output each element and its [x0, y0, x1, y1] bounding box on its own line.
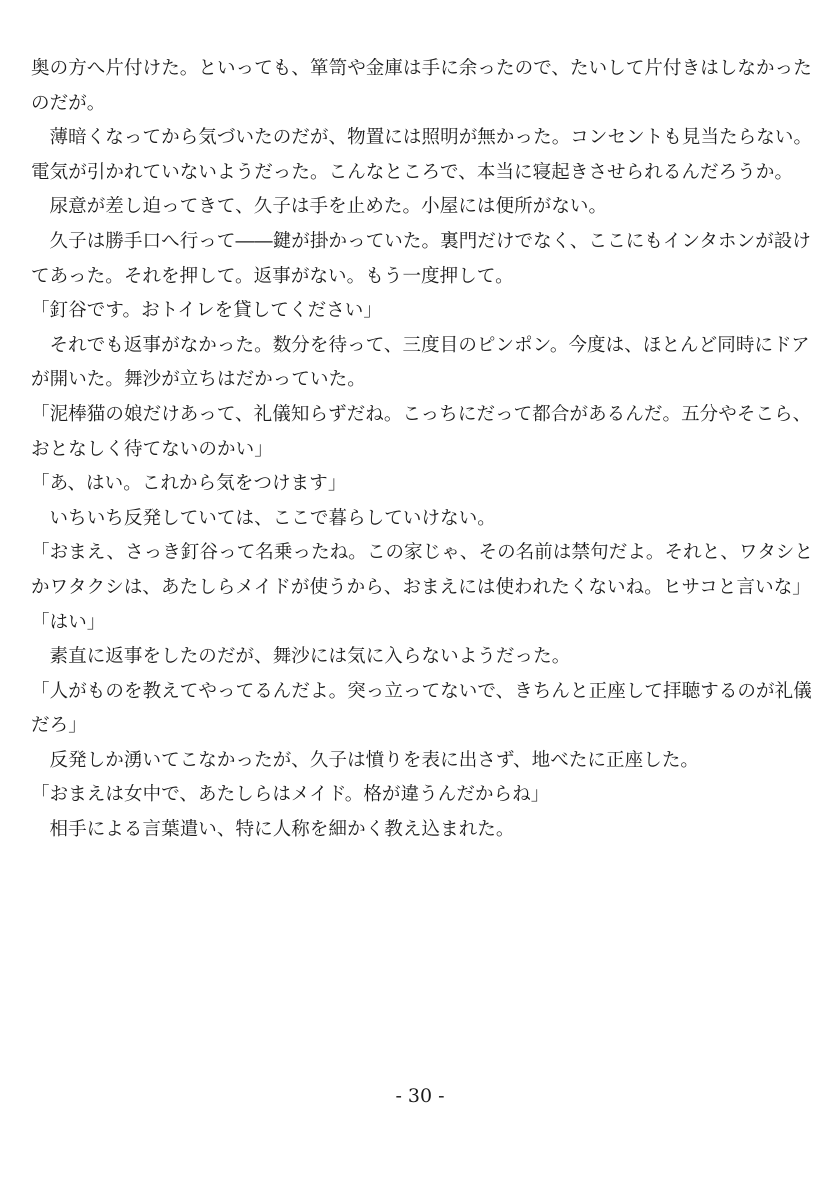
paragraph: 反発しか湧いてこなかったが、久子は憤りを表に出さず、地べたに正座した。 [49, 749, 700, 771]
page-number: - 30 - [395, 1085, 445, 1107]
dialogue-line: 「泥棒猫の娘だけあって、礼儀知らずだね。こっちにだって都合があるんだ。五分やそこら、おとなしく待てないのかい」 [31, 403, 812, 460]
paragraph: それでも返事がなかった。数分を待って、三度目のピンポン。今度は、ほとんど同時にドアが開いた。舞沙が立ちはだかっていた。 [31, 334, 810, 391]
body-text [31, 52, 821, 848]
paragraph: 相手による言葉遣い、特に人称を細かく教え込まれた。 [49, 819, 515, 841]
paragraph: いちいち反発していては、ここで暮らしていけない。 [49, 507, 496, 529]
dialogue-line: 「釘谷です。おトイレを貸してください」 [31, 300, 382, 322]
paragraph: 薄暗くなってから気づいたのだが、物置には照明が無かった。コンセントも見当たらない。電気が引かれていないようだった。こんなところで、本当に寝起きさせられるんだろうか。 [31, 127, 813, 183]
dialogue-line: 「おまえは女中で、あたしらはメイド。格が違うんだからね」 [31, 784, 550, 806]
dialogue-line: 「あ、はい。これから気をつけます」 [31, 473, 347, 495]
paragraph: 久子は勝手口へ行って――鍵が掛かっていた。裏門だけでなく、ここにもインタホンが設けてあった。それを押して。返事がない。もう一度押して。 [31, 230, 811, 287]
dialogue-line: 「おまえ、さっき釘谷って名乗ったね。この家じゃ、その名前は禁句だよ。それと、ワタシとかワタクシは、あたしらメイドが使うから、おまえには使われたくないね。ヒサコと言いな」 [31, 542, 814, 598]
paragraph: 尿意が差し迫ってきて、久子は手を止めた。小屋には便所がない。 [49, 196, 608, 218]
paragraph: 奥の方へ片付けた。といっても、箪笥や金庫は手に余ったので、たいして片付きはしなかったのだが。 [31, 58, 812, 114]
dialogue-line: 「人がものを教えてやってるんだよ。突っ立ってないで、きちんと正座して拝聴するのが礼儀だろ」 [31, 680, 812, 737]
dialogue-line: 「はい」 [31, 611, 106, 633]
paragraph: 素直に返事をしたのだが、舞沙には気に入らないようだった。 [49, 646, 571, 668]
